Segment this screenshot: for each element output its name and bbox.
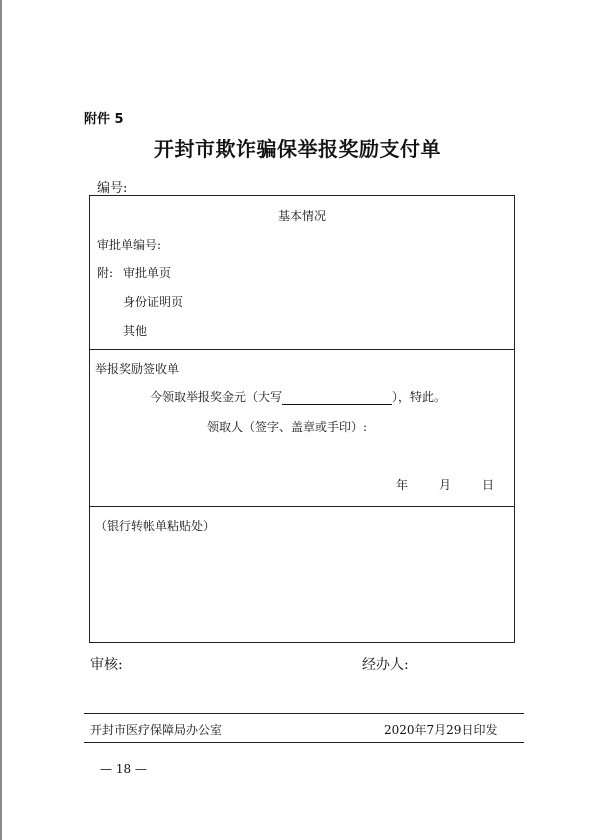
receipt-suffix: ），特此。 [392,390,447,404]
page-title: 开封市欺诈骗保举报奖励支付单 [154,137,441,161]
attach-prefix: 附: [97,266,114,280]
section-divider-2 [90,506,514,507]
receipt-prefix: 今领取举报奖金元（大写 [150,390,283,404]
page-edge [0,0,2,840]
approval-number-label: 审批单编号: [97,238,162,252]
footer-top-rule [84,713,524,714]
recipient-label: 领取人（签字、盖章或手印）: [207,420,368,434]
attachment-label: 附件 5 [84,112,124,127]
number-label: 编号: [97,181,128,196]
attach-item-other: 其他 [123,324,148,338]
payment-form [89,195,515,643]
date-month: 月 [439,478,452,492]
date-day: 日 [482,478,495,492]
handler-label: 经办人: [362,657,409,673]
section-basic-heading: 基本情况 [277,209,326,223]
page-number: — 18 — [100,762,147,776]
footer-issue-date: 2020年7月29日印发 [384,723,498,737]
date-year: 年 [396,478,409,492]
attach-item-approval: 审批单页 [123,266,172,280]
section-receipt-heading: 举报奖励签收单 [95,362,180,376]
section-divider-1 [90,349,514,350]
receipt-statement [150,388,446,405]
footer-issuer: 开封市医疗保障局办公室 [90,723,223,737]
attach-item-id: 身份证明页 [123,295,184,309]
footer-bottom-rule [84,742,524,743]
amount-blank [282,391,392,405]
bank-transfer-area-label: （银行转帐单粘贴处） [95,519,216,533]
reviewer-label: 审核: [90,657,123,673]
